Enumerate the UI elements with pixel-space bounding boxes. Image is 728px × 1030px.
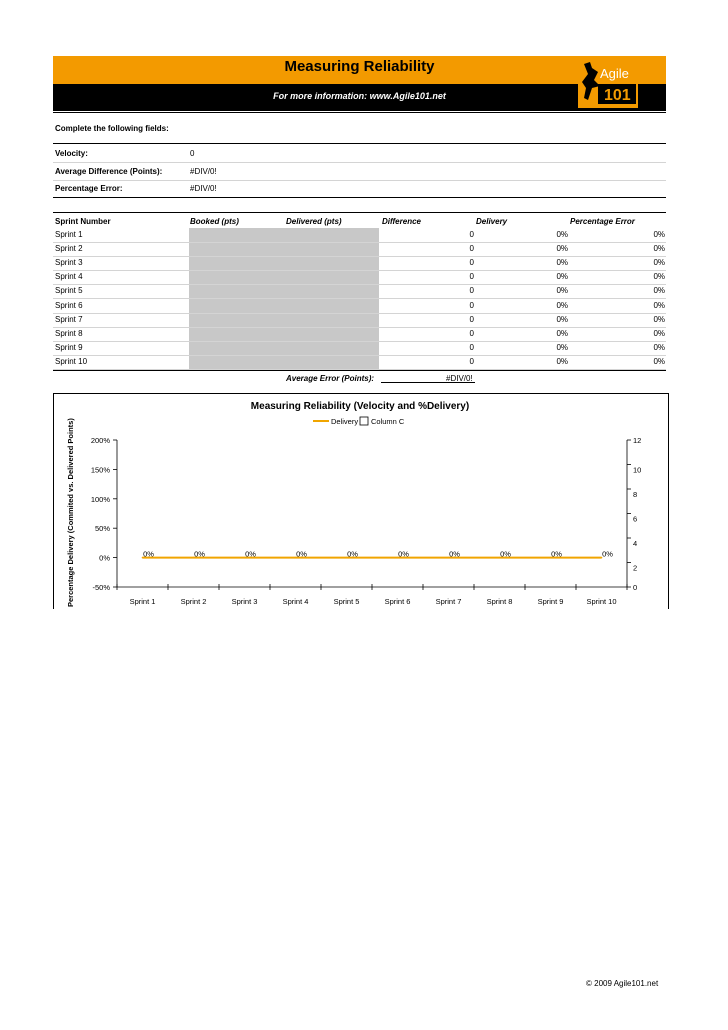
right-axis-tick-label: 4 [633, 539, 638, 548]
left-axis-tick-label: 50% [94, 524, 110, 534]
field-row-line [53, 162, 666, 163]
difference-cell: 0 [469, 343, 474, 352]
delivery-data-label: 0% [602, 549, 613, 559]
x-axis-category-label: Sprint 4 [282, 597, 309, 606]
percentage-error-cell: 0% [653, 244, 665, 253]
table-row-line [53, 270, 666, 271]
difference-cell: 0 [469, 258, 474, 267]
percentage-error-cell: 0% [653, 357, 665, 366]
col-header-delivered: Delivered (pts) [286, 217, 342, 226]
right-axis-tick-label: 8 [633, 490, 638, 499]
difference-cell: 0 [469, 329, 474, 338]
right-axis-tick-label: 10 [633, 465, 642, 475]
chart-svg [53, 393, 667, 610]
delivery-data-label: 0% [194, 549, 205, 559]
table-row-line [53, 341, 666, 342]
delivery-data-label: 0% [296, 549, 307, 559]
sprint-number-cell: Sprint 3 [55, 258, 83, 267]
table-top-line [53, 212, 666, 213]
difference-cell: 0 [469, 301, 474, 310]
delivery-cell: 0% [556, 315, 568, 324]
percentage-error-cell: 0% [653, 343, 665, 352]
avg-difference-value: #DIV/0! [190, 167, 217, 176]
delivery-data-label: 0% [449, 549, 460, 559]
table-row-line [53, 355, 666, 356]
legend-delivery-label: Delivery [331, 417, 359, 426]
right-axis-tick-label: 12 [633, 436, 642, 445]
sprint-number-cell: Sprint 6 [55, 301, 83, 310]
table-row-line [53, 327, 666, 328]
logo-text-bottom: 101 [604, 87, 631, 104]
x-axis-category-label: Sprint 8 [486, 597, 513, 606]
left-axis-tick-label: 0% [99, 553, 110, 563]
percentage-error-cell: 0% [653, 315, 665, 324]
delivery-cell: 0% [556, 272, 568, 281]
x-axis-category-label: Sprint 1 [129, 597, 156, 606]
table-row-line [53, 242, 666, 243]
footer-copyright: © 2009 Agile101.net [586, 979, 659, 988]
delivery-data-label: 0% [500, 549, 511, 559]
divider [53, 143, 666, 144]
percentage-error-cell: 0% [653, 301, 665, 310]
table-bottom-line [53, 370, 666, 371]
percentage-error-cell: 0% [653, 286, 665, 295]
sprint-number-cell: Sprint 2 [55, 244, 83, 253]
sprint-number-cell: Sprint 10 [55, 357, 88, 366]
plot-area [91, 436, 642, 606]
delivery-cell: 0% [556, 357, 568, 366]
col-header-sprint: Sprint Number [55, 217, 111, 226]
page-subtitle: For more information: www.Agile101.net [273, 91, 446, 101]
sprint-number-cell: Sprint 4 [55, 272, 83, 281]
divider [53, 197, 666, 198]
x-axis-category-label: Sprint 2 [180, 597, 207, 606]
logo-text-top: Agile [600, 66, 629, 81]
velocity-label: Velocity: [55, 149, 88, 158]
x-axis-category-label: Sprint 5 [333, 597, 360, 606]
difference-cell: 0 [469, 286, 474, 295]
col-header-difference: Difference [382, 217, 421, 226]
difference-cell: 0 [469, 244, 474, 253]
left-axis-tick-label: 200% [90, 436, 110, 445]
delivery-cell: 0% [556, 244, 568, 253]
left-axis-tick-label: 100% [90, 494, 110, 504]
right-axis-tick-label: 0 [633, 583, 638, 592]
right-axis-tick-label: 2 [633, 563, 638, 573]
left-axis-tick-label: -50% [92, 583, 110, 592]
percentage-error-label: Percentage Error: [55, 184, 123, 193]
percentage-error-value: #DIV/0! [190, 184, 217, 193]
field-row-line [53, 180, 666, 181]
percentage-error-cell: 0% [653, 258, 665, 267]
col-header-booked: Booked (pts) [190, 217, 239, 226]
x-axis-category-label: Sprint 6 [384, 597, 411, 606]
right-axis-tick-label: 6 [633, 514, 638, 524]
delivery-cell: 0% [556, 258, 568, 267]
velocity-value: 0 [190, 149, 195, 158]
x-axis-category-label: Sprint 9 [537, 597, 564, 606]
average-error-label: Average Error (Points): [286, 374, 375, 383]
difference-cell: 0 [469, 230, 474, 239]
x-axis-category-label: Sprint 3 [231, 597, 258, 606]
percentage-error-cell: 0% [653, 272, 665, 281]
table-row-line [53, 256, 666, 257]
difference-cell: 0 [469, 357, 474, 366]
page-title: Measuring Reliability [284, 58, 435, 75]
delivery-cell: 0% [556, 329, 568, 338]
sprint-number-cell: Sprint 5 [55, 286, 83, 295]
average-error-value: #DIV/0! [446, 374, 473, 383]
table-row-line [53, 298, 666, 299]
legend-columnc-label: Column C [371, 417, 405, 426]
sprint-number-cell: Sprint 9 [55, 343, 83, 352]
percentage-error-cell: 0% [653, 230, 665, 239]
legend-columnc-swatch [360, 417, 368, 425]
sprint-number-cell: Sprint 8 [55, 329, 83, 338]
delivery-data-label: 0% [245, 549, 256, 559]
delivery-data-label: 0% [398, 549, 409, 559]
sprint-number-cell: Sprint 1 [55, 230, 83, 239]
delivery-data-label: 0% [143, 549, 154, 559]
instructions-label: Complete the following fields: [55, 124, 169, 133]
delivery-cell: 0% [556, 286, 568, 295]
chart-title: Measuring Reliability (Velocity and %Delivery) [250, 401, 470, 412]
input-cells-booked-delivered[interactable] [189, 228, 379, 370]
agile101-logo [578, 58, 638, 108]
left-axis-tick-label: 150% [90, 465, 110, 475]
divider [53, 112, 666, 113]
delivery-data-label: 0% [347, 549, 358, 559]
avg-difference-label: Average Difference (Points): [55, 167, 163, 176]
difference-cell: 0 [469, 315, 474, 324]
delivery-cell: 0% [556, 343, 568, 352]
x-axis-category-label: Sprint 10 [586, 597, 617, 606]
delivery-data-label: 0% [551, 549, 562, 559]
sprint-number-cell: Sprint 7 [55, 315, 83, 324]
delivery-cell: 0% [556, 301, 568, 310]
x-axis-category-label: Sprint 7 [435, 597, 462, 606]
chart-y-axis-label: Percentage Delivery (Commited vs. Delivered Points) [66, 418, 75, 607]
table-row-line [53, 284, 666, 285]
difference-cell: 0 [469, 272, 474, 281]
table-row-line [53, 313, 666, 314]
delivery-cell: 0% [556, 230, 568, 239]
col-header-percentage-error: Percentage Error [570, 217, 635, 226]
percentage-error-cell: 0% [653, 329, 665, 338]
col-header-delivery: Delivery [476, 217, 508, 226]
